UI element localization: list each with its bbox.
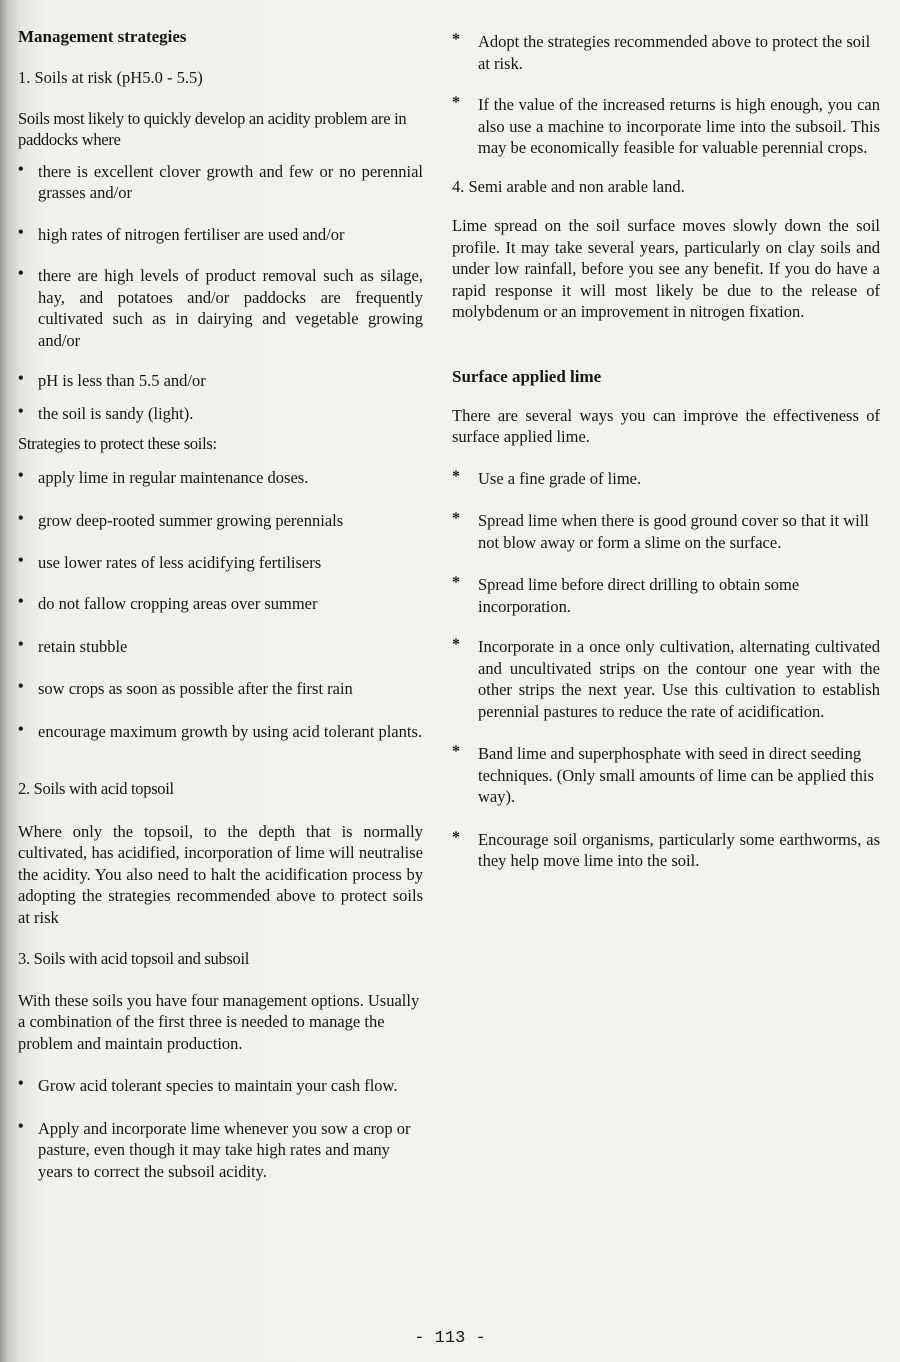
bullet-marker: * [452, 467, 460, 485]
list-item: • Apply and incorporate lime whenever you sow a crop or pasture, even though it may take high rates and many years to correct the subsoil acidity. [18, 1117, 411, 1181]
list-item: • high rates of nitrogen fertiliser are used and/or [18, 223, 345, 244]
bullet-marker: * [452, 828, 460, 846]
bullet-marker: * [452, 743, 460, 760]
list-item: • the soil is sandy (light). [18, 402, 194, 423]
bullet-marker: • [18, 223, 24, 241]
bullet-marker: • [18, 720, 24, 738]
bullet-marker: * [452, 31, 460, 48]
bullet-marker: * [452, 94, 460, 111]
list-item: • do not fallow cropping areas over summer [18, 593, 318, 613]
list-item: • encourage maximum growth by using acid tolerant plants. [18, 720, 422, 741]
list-item: * Adopt the strategies recommended above to protect the soil at risk. [452, 31, 871, 73]
paragraph-s2: Where only the topsoil, to the depth that is normally cultivated, has acidified, incorporation of lime will neutralise the acidity. You also need to halt the acidification process by adopting the strategies recommended above to protect soils at risk [18, 821, 423, 927]
bullet-marker: • [18, 635, 24, 653]
bullet-marker: • [18, 466, 24, 484]
bullet-marker: • [18, 402, 24, 420]
list-item: • there is excellent clover growth and few or no perennial grasses and/or [18, 160, 423, 202]
paragraph-surface-intro: There are several ways you can improve the effectiveness of surface applied lime. [452, 405, 880, 446]
subsection-title-1: 1. Soils at risk (pH5.0 - 5.5) [18, 68, 203, 87]
right-column [452, 31, 880, 872]
list-item: • sow crops as soon as possible after the first rain [18, 678, 353, 698]
surface-lime-heading: Surface applied lime [452, 366, 602, 386]
bullet-marker: • [18, 1117, 24, 1135]
left-column [18, 26, 423, 1182]
subsection-title-4: 4. Semi arable and non arable land. [452, 176, 685, 196]
subsection-title-3: 3. Soils with acid topsoil and subsoil [18, 949, 250, 968]
bullet-marker: * [452, 574, 460, 591]
list-item: * Band lime and superphosphate with seed in direct seeding techniques. (Only small amounts of lime can be applied this way). [452, 743, 874, 806]
list-item: * Spread lime before direct drilling to obtain some incorporation. [452, 574, 800, 616]
list-item: • pH is less than 5.5 and/or [18, 370, 206, 390]
list-item: * Encourage soil organisms, particularly some earthworms, as they help move lime into the soil. [452, 828, 880, 870]
list-item: • apply lime in regular maintenance doses. [18, 466, 309, 487]
list-item: • Grow acid tolerant species to maintain your cash flow. [18, 1075, 398, 1095]
list-item: * Use a fine grade of lime. [452, 467, 642, 488]
list-item: • there are high levels of product removal such as silage, hay, and potatoes and/or paddocks are frequently cultivated such as in dairying and vegetable growing and/or [18, 265, 423, 350]
paragraph-s3: With these soils you have four management options. Usually a combination of the first three is needed to manage the problem and maintain production. [18, 990, 420, 1053]
bullet-marker: * [452, 510, 460, 527]
list-item: * Incorporate in a once only cultivation, alternating cultivated and uncultivated strips on the contour one year with the other strips the next year. Use this cultivation to establish perennial pastures to reduce the rate of acidification. [452, 636, 880, 721]
bullet-marker: * [452, 636, 460, 653]
bullet-marker: • [18, 1075, 24, 1092]
bullet-marker: • [18, 265, 24, 282]
bullet-marker: • [18, 370, 24, 387]
paragraph-s1-intro: Soils most likely to quickly develop an acidity problem are in paddocks where [18, 108, 407, 149]
bullet-marker: • [18, 593, 24, 610]
list-item: * If the value of the increased returns is high enough, you can also use a machine to incorporate lime into the subsoil. This may be economically feasible for valuable perennial crops. [452, 94, 880, 157]
paragraph-s4: Lime spread on the soil surface moves slowly down the soil profile. It may take several years, particularly on clay soils and under low rainfall, before you see any benefit. If you do have a rapid response it will most likely be due to the release of molybdenum or an improvement in nitrogen fixation. [452, 216, 880, 321]
strategies-title: Strategies to protect these soils: [18, 434, 217, 453]
subsection-title-2: 2. Soils with acid topsoil [18, 779, 174, 798]
page-number: - 113 - [414, 1329, 486, 1348]
bullet-marker: • [18, 551, 24, 569]
list-item: * Spread lime when there is good ground cover so that it will not blow away or form a slime on the surface. [452, 510, 869, 552]
section-heading: Management strategies [18, 27, 187, 46]
bullet-marker: • [18, 678, 24, 695]
bullet-marker: • [18, 510, 24, 527]
bullet-marker: • [18, 160, 24, 178]
list-item: • retain stubble [18, 635, 128, 656]
list-item: • grow deep-rooted summer growing perennials [18, 510, 344, 530]
list-item: • use lower rates of less acidifying fertilisers [18, 551, 322, 572]
